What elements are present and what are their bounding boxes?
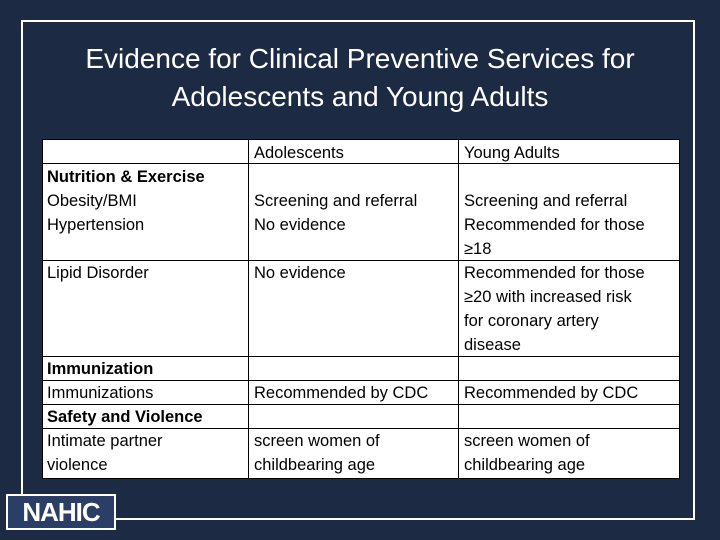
header-young-adults: Young Adults bbox=[464, 144, 560, 162]
table-cell: Obesity/BMI bbox=[47, 192, 137, 210]
slide-title bbox=[30, 40, 690, 116]
table-cell: disease bbox=[464, 336, 521, 354]
table-cell: Recommended by CDC bbox=[254, 384, 429, 402]
table-cell: Hypertension bbox=[47, 216, 145, 234]
table-cell: Immunization bbox=[47, 360, 154, 378]
nahic-logo: NAHIC bbox=[6, 494, 116, 530]
title-line-2: Adolescents and Young Adults bbox=[171, 81, 549, 112]
table-cell: screen women of bbox=[254, 432, 380, 450]
table-cell: Nutrition & Exercise bbox=[47, 168, 205, 186]
table-cell: Recommended for those bbox=[464, 216, 645, 234]
table-cell: Lipid Disorder bbox=[47, 264, 149, 282]
table-cell: Intimate partner bbox=[47, 432, 163, 450]
header-adolescents: Adolescents bbox=[254, 144, 344, 162]
table-cell: ≥20 with increased risk bbox=[464, 288, 632, 306]
table-cell: childbearing age bbox=[464, 456, 586, 474]
table-cell: Recommended by CDC bbox=[464, 384, 639, 402]
table-cell: Screening and referral bbox=[254, 192, 418, 210]
table-cell: Recommended for those bbox=[464, 264, 645, 282]
table-cell: childbearing age bbox=[254, 456, 376, 474]
table-cell: Screening and referral bbox=[464, 192, 628, 210]
title-line-1: Evidence for Clinical Preventive Services for bbox=[85, 43, 635, 74]
table-cell: No evidence bbox=[254, 216, 346, 234]
table-cell: screen women of bbox=[464, 432, 590, 450]
header-divider bbox=[43, 163, 679, 164]
table-cell: Immunizations bbox=[47, 384, 154, 402]
table-cell: ≥18 bbox=[464, 240, 492, 258]
evidence-table bbox=[42, 139, 680, 479]
table-cell: No evidence bbox=[254, 264, 346, 282]
table-cell: for coronary artery bbox=[464, 312, 599, 330]
table-cell: violence bbox=[47, 456, 108, 474]
table-cell: Safety and Violence bbox=[47, 408, 203, 426]
